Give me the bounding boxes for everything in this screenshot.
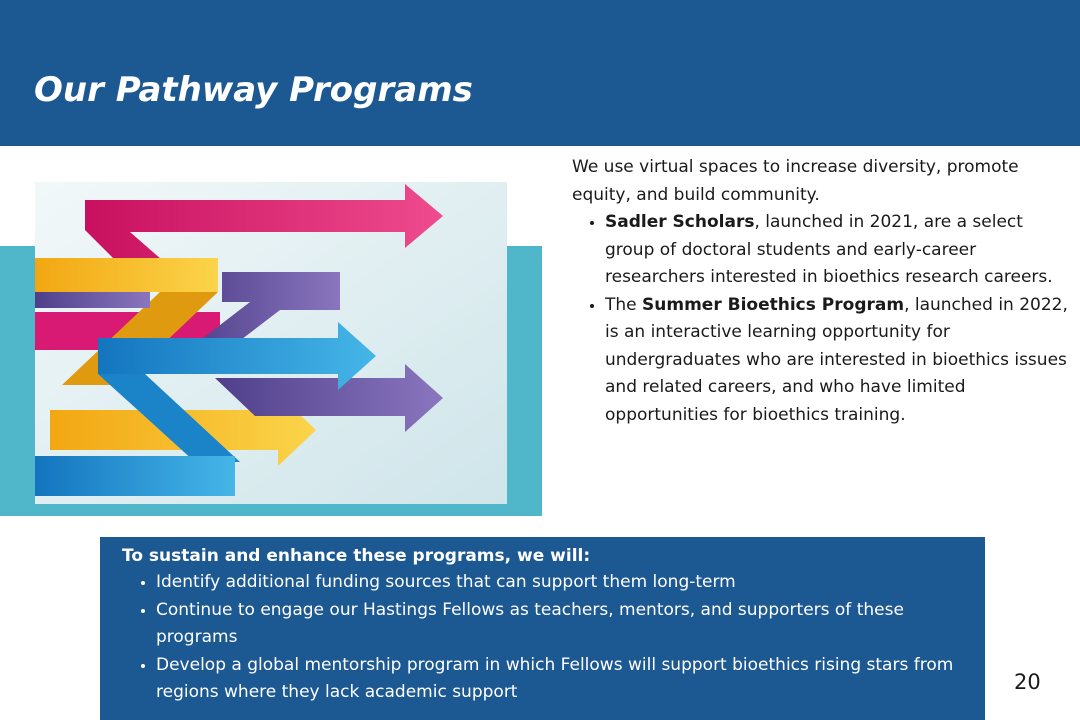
program-item-sadler bbox=[605, 209, 1072, 292]
action-item: • Identify additional funding sources that can support them long-term bbox=[156, 569, 986, 597]
intro-block bbox=[572, 154, 1072, 429]
program-prefix: The bbox=[605, 294, 643, 315]
program-item-summer bbox=[605, 292, 1072, 430]
slide-title: Our Pathway Programs bbox=[34, 70, 473, 110]
program-description: , launched in 2022, is an interactive learning opportunity for undergraduates who are interested in bioethics issues and related careers, and who have limited opportunities for bioethics training. bbox=[605, 294, 1068, 425]
action-item: • Develop a global mentorship program in which Fellows will support bioethics rising stars from regions where they lack academic support bbox=[156, 652, 986, 707]
slide-header bbox=[0, 0, 1080, 146]
program-description: , launched in 2021, are a select group of doctoral students and early-career researchers interested in bioethics research careers. bbox=[605, 212, 1053, 287]
yellow-ribbon-upper bbox=[35, 258, 218, 292]
program-name: Sadler Scholars bbox=[605, 212, 755, 232]
colorful-arrows-illustration bbox=[0, 180, 545, 516]
page-number: 20 bbox=[1014, 670, 1041, 694]
program-name: Summer Bioethics Program bbox=[642, 294, 905, 315]
intro-text: We use virtual spaces to increase diversity, promote equity, and build community. bbox=[572, 157, 1019, 205]
blue-band bbox=[35, 456, 235, 496]
action-list bbox=[122, 569, 986, 707]
action-item: • Continue to engage our Hastings Fellows as teachers, mentors, and supporters of these programs bbox=[156, 597, 986, 652]
purple-ribbon bbox=[35, 292, 150, 308]
action-box bbox=[100, 537, 985, 720]
action-heading: To sustain and enhance these programs, we will: bbox=[122, 546, 591, 566]
program-list bbox=[572, 209, 1072, 429]
